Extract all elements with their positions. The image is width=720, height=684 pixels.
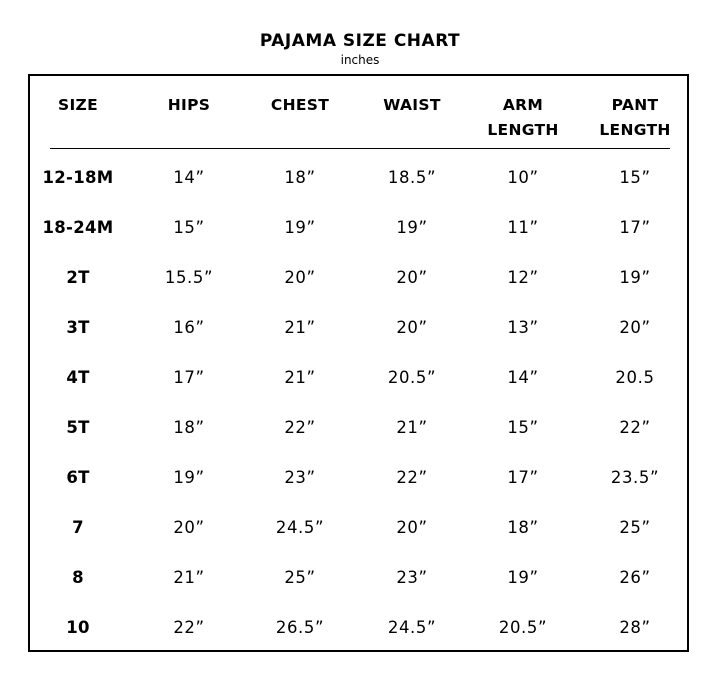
cell-chest: 24.5”	[275, 518, 325, 537]
table-row	[0, 613, 720, 643]
cell-waist: 22”	[396, 468, 428, 487]
header-arm-length: ARM LENGTH	[487, 96, 559, 139]
table-row	[0, 263, 720, 293]
table-row	[0, 363, 720, 393]
cell-chest: 18”	[284, 168, 316, 187]
header-pant-length: PANT LENGTH	[599, 96, 671, 139]
cell-size: 10	[66, 618, 90, 637]
cell-pant-length: 25”	[619, 518, 651, 537]
cell-chest: 21”	[284, 368, 316, 387]
table-row	[0, 213, 720, 243]
cell-pant-length: 20.5	[615, 368, 655, 387]
cell-size: 18-24M	[42, 218, 114, 237]
table-row	[0, 313, 720, 343]
cell-waist: 24.5”	[387, 618, 437, 637]
table-row	[0, 413, 720, 443]
table-row	[0, 463, 720, 493]
header-waist: WAIST	[383, 96, 441, 114]
header-hips: HIPS	[167, 96, 211, 114]
cell-waist: 19”	[396, 218, 428, 237]
cell-size: 12-18M	[42, 168, 114, 187]
cell-size: 7	[72, 518, 84, 537]
cell-size: 2T	[66, 268, 90, 287]
cell-arm-length: 17”	[507, 468, 539, 487]
cell-pant-length: 17”	[619, 218, 651, 237]
cell-hips: 19”	[173, 468, 205, 487]
cell-hips: 18”	[173, 418, 205, 437]
cell-hips: 15”	[173, 218, 205, 237]
cell-arm-length: 12”	[507, 268, 539, 287]
table-header-row	[0, 93, 720, 137]
table-row	[0, 563, 720, 593]
table-row	[0, 163, 720, 193]
cell-size: 8	[72, 568, 84, 587]
cell-size: 3T	[66, 318, 90, 337]
cell-hips: 15.5”	[164, 268, 214, 287]
cell-hips: 21”	[173, 568, 205, 587]
cell-arm-length: 11”	[507, 218, 539, 237]
cell-hips: 14”	[173, 168, 205, 187]
cell-pant-length: 15”	[619, 168, 651, 187]
cell-pant-length: 20”	[619, 318, 651, 337]
cell-waist: 23”	[396, 568, 428, 587]
cell-arm-length: 19”	[507, 568, 539, 587]
header-divider	[50, 148, 670, 149]
header-size: SIZE	[58, 96, 98, 114]
cell-chest: 19”	[284, 218, 316, 237]
cell-chest: 23”	[284, 468, 316, 487]
cell-waist: 20”	[396, 318, 428, 337]
cell-size: 4T	[66, 368, 90, 387]
cell-chest: 22”	[284, 418, 316, 437]
cell-chest: 21”	[284, 318, 316, 337]
chart-subtitle: inches	[340, 53, 380, 67]
cell-waist: 18.5”	[387, 168, 437, 187]
cell-hips: 20”	[173, 518, 205, 537]
cell-chest: 26.5”	[275, 618, 325, 637]
table-row	[0, 513, 720, 543]
cell-arm-length: 18”	[507, 518, 539, 537]
cell-pant-length: 26”	[619, 568, 651, 587]
cell-hips: 17”	[173, 368, 205, 387]
cell-waist: 20.5”	[387, 368, 437, 387]
header-chest: CHEST	[270, 96, 330, 114]
cell-arm-length: 10”	[507, 168, 539, 187]
cell-chest: 25”	[284, 568, 316, 587]
chart-title: PAJAMA SIZE CHART	[259, 31, 461, 51]
cell-pant-length: 22”	[619, 418, 651, 437]
cell-arm-length: 13”	[507, 318, 539, 337]
cell-pant-length: 23.5”	[610, 468, 660, 487]
cell-size: 6T	[66, 468, 90, 487]
cell-waist: 20”	[396, 518, 428, 537]
cell-chest: 20”	[284, 268, 316, 287]
cell-arm-length: 20.5”	[498, 618, 548, 637]
cell-size: 5T	[66, 418, 90, 437]
cell-waist: 21”	[396, 418, 428, 437]
cell-hips: 16”	[173, 318, 205, 337]
cell-arm-length: 15”	[507, 418, 539, 437]
cell-arm-length: 14”	[507, 368, 539, 387]
cell-pant-length: 28”	[619, 618, 651, 637]
cell-waist: 20”	[396, 268, 428, 287]
cell-pant-length: 19”	[619, 268, 651, 287]
cell-hips: 22”	[173, 618, 205, 637]
